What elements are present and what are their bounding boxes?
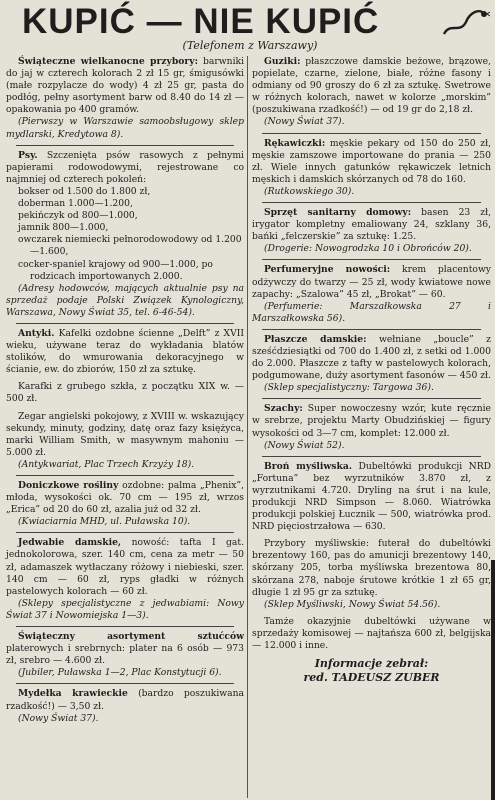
rule [262, 202, 481, 203]
heading-cutlery: Świąteczny asortyment sztućców [18, 631, 244, 643]
heading-soap: Mydełka krawieckie [18, 688, 128, 700]
heading-sanitary: Sprzęt sanitarny domowy: [264, 207, 412, 219]
rule [16, 323, 234, 324]
article-guns [252, 461, 491, 652]
dog-price: owczarek niemiecki pełnorodowodowy od 1.200—1.600, [18, 234, 242, 258]
snake-illustration [440, 4, 490, 38]
text-antiques-clock: Zegar angielski pokojowy, z XVIII w. wskazujący sekundy, minuty, godziny, datę oraz fazy księżyca, marki William Smith, w masywnym mahoniu — 5.000 zł. [6, 410, 244, 458]
source-antiques: (Antykwariat, Plac Trzech Krzyży 18). [18, 458, 195, 470]
text-cutlery: platerowych i srebrnych: plater na 6 osób — 973 zł, srebro — 4.600 zł. [6, 643, 244, 667]
article-cutlery [6, 631, 244, 679]
source-coats: (Sklep specjalistyczny: Targowa 36). [264, 382, 434, 394]
text-gloves: męskie pekary od 150 do 250 zł, męskie zamszowe importowane do prania — 250 zł. Wiele innych gatunków rękawiczek letnich męskich i damskich skórzanych od 78 do 160. [252, 137, 491, 185]
text-easter: barwniki do jaj w czterech kolorach 2 zł 15 gr, śmigusówki (małe rozpylacze do wody) 4 zł 25 gr, pasta do podłóg, pełny asortyment barw od 8.40 do 14 zł — opakowania po 400 gramów. [6, 56, 245, 116]
source-guns: (Sklep Myśliwski, Nowy Świat 54.56). [264, 598, 441, 610]
article-perfume [252, 264, 491, 324]
rule [16, 532, 234, 533]
text-sanitary: basen 23 zł, irygator kompletny emaliowany 24, szklany 36, bańki „felczerskie” za sztukę: 1.25. [252, 207, 492, 243]
text-guns: Dubeltówki produkcji NRD „Fortuna” bez wyrzutników 3.870 zł, z wyrzutnikami 4.720. Dryling na śrut i na kule, produkcji NRD Simpson — 8.060. Wiatrówka produkcji polskiej Łucznik — 500, wiatrówka prod. NRD pięciostrzałowa — 630. [252, 460, 491, 533]
text-perfume: krem placentowy odżywczy do twarzy — 25 zł, wody kwiatowe nowe zapachy: „Szalowa” 45 zł, „Brokat” — 60. [252, 264, 491, 300]
rule [16, 683, 234, 684]
text-buttons: płaszczowe damskie beżowe, brązowe, popielate, czarne, zielone, białe, różne fasony i odmiany od 90 groszy do 6 zł za sztukę. Swetrowe w różnych kolorach, nawet w kolorze „morskim” (poszukiwana rzadkość!) — od 19 gr do 2,18 zł. [252, 56, 491, 116]
source-buttons: (Nowy Świat 37). [264, 116, 345, 128]
heading-buttons: Guziki: [264, 56, 301, 67]
source-silk: (Sklepy specjalistyczne z jedwabiami: Nowy Świat 37 i Nowomiejska 1—3). [6, 597, 244, 621]
text-antiques: Kafelki ozdobne ścienne „Delft” z XVII wieku, używane teraz do wykładania blatów stolików, do wmurowania dekoracyjnego w ścianie, ew. do zbiorów, 150 zł za sztukę. [6, 327, 244, 376]
rule [262, 398, 481, 399]
edge-shadow [491, 560, 495, 800]
text-soap: (bardzo poszukiwana rzadkość!) — 3,50 zł. [6, 688, 245, 712]
source-chess: (Nowy Świat 52). [264, 439, 345, 451]
text-chess: Super nowoczesny wzór, kute ręcznie w srebrze, projektu Marty Obudzińskiej — figury wysokości od 3—7 cm, komplet: 12.000 zł. [252, 403, 491, 439]
rule [262, 133, 481, 134]
source-perfume: (Perfumerie: Marszałkowska 27 i Marszałkowska 56). [252, 300, 491, 324]
heading-antiques: Antyki. [18, 327, 55, 339]
text-guns-accessories: Przybory myśliwskie: futerał do dubeltówki brezentowy 160, pas do amunicji brezentowy 140, skórzany 205, torba myśliwska brezentowa 80, skórzana 278, naboje śrutowe krótkie 1 zł 65 gr, długie 1 zł 95 gr za sztukę. [252, 538, 491, 598]
dog-price: cocker-spaniel krajowy od 900—1.000, po rodzicach importowanych 2.000. [18, 258, 213, 282]
rule [262, 456, 481, 457]
heading-silk: Jedwabie damskie, [18, 537, 122, 549]
dog-price: pekińczyk od 800—1.000, [18, 210, 138, 222]
heading-perfume: Perfumeryjne nowości: [264, 264, 391, 276]
heading-easter: Świąteczne wielkanocne przybory: [18, 56, 198, 67]
dog-price: jamnik 800—1.000, [18, 222, 109, 234]
source-dogs: (Adresy hodowców, mających aktualnie psy na sprzedaż podaje Polski Związek Kynologiczny, Warszawa, Nowy Świat 35, tel. 6-46-54). [6, 282, 244, 318]
rule [262, 329, 481, 330]
article-silk [6, 537, 244, 622]
text-dogs: Szczenięta psów rasowych z pełnymi papierami rodowodowymi, rejestrowane co najmniej od czterech pokoleń: [6, 149, 244, 185]
text-coats: wełniane „boucle” z sześćdziesiątki od 700 do 1.400 zł, z setki od 1.000 do 2.000. Płaszcze z tafty w pastelowych kolorach, podgumowane, duży asortyment fasonów — 450 zł. [252, 333, 491, 382]
column-divider [247, 56, 248, 798]
article-dogs [6, 150, 244, 319]
heading-dogs: Psy. [18, 149, 38, 161]
article-coats [252, 334, 491, 394]
page-title: KUPIĆ — NIE KUPIĆ [22, 2, 380, 41]
text-plants: ozdobne: palma „Phenix”, młoda, wysokości ok. 70 cm — 195 zł, wrzos „Erica” od 20 do 60 zł, azalia już od 32 zł. [6, 480, 244, 516]
text-silk: nowość: tafta I gat. jednokolorowa, szer. 140 cm, cena za metr — 50 zł, adamaszek wytłaczany różowy i niebieski, szer. 140 cm — 60 zł, ryps gładki w różnych pastelowych kolorach — 60 zł. [6, 537, 245, 597]
heading-guns: Broń myśliwska. [264, 460, 352, 472]
rule [16, 475, 234, 476]
article-sanitary [252, 207, 491, 255]
article-antiques [6, 328, 244, 471]
source-easter: (Pierwszy w Warszawie samoobsługowy sklep mydlarski, Kredytowa 8). [6, 116, 244, 140]
right-column [252, 56, 491, 685]
credit-label: Informacje zebrał: [314, 657, 429, 671]
rule [262, 259, 481, 260]
article-gloves [252, 138, 491, 198]
source-sanitary: (Drogerie: Nowogrodzka 10 i Obrońców 20). [264, 243, 472, 255]
article-plants [6, 480, 244, 528]
text-antiques-carafes: Karafki z grubego szkła, z początku XIX w. — 500 zł. [6, 381, 244, 405]
left-column [6, 56, 244, 725]
article-soap [6, 688, 244, 724]
article-chess [252, 403, 491, 451]
article-buttons [252, 56, 491, 129]
text-guns-used: Tamże okazyjnie dubeltówki używane w sprzedaży komisowej — najtańsza 600 zł, belgijska — 12.000 i inne. [252, 615, 491, 652]
heading-coats: Płaszcze damskie: [264, 333, 367, 345]
source-gloves: (Rutkowskiego 30). [264, 185, 355, 197]
heading-plants: Doniczkowe rośliny [18, 480, 119, 491]
source-plants: (Kwiaciarnia MHD, ul. Puławska 10). [18, 516, 191, 528]
article-easter [6, 56, 244, 141]
rule [16, 145, 234, 146]
credit-author: red. TADEUSZ ZUBER [303, 671, 440, 685]
source-soap: (Nowy Świat 37). [18, 712, 99, 724]
dog-price: doberman 1.000—1.200, [18, 198, 133, 210]
rule [16, 626, 234, 627]
heading-gloves: Rękawiczki: [264, 137, 326, 149]
subtitle: (Telefonem z Warszawy) [182, 39, 318, 52]
dog-price: bokser od 1.500 do 1.800 zł, [18, 185, 151, 197]
heading-chess: Szachy: [264, 403, 303, 415]
source-cutlery: (Jubiler, Puławska 1—2, Plac Konstytucji 6). [18, 667, 222, 679]
